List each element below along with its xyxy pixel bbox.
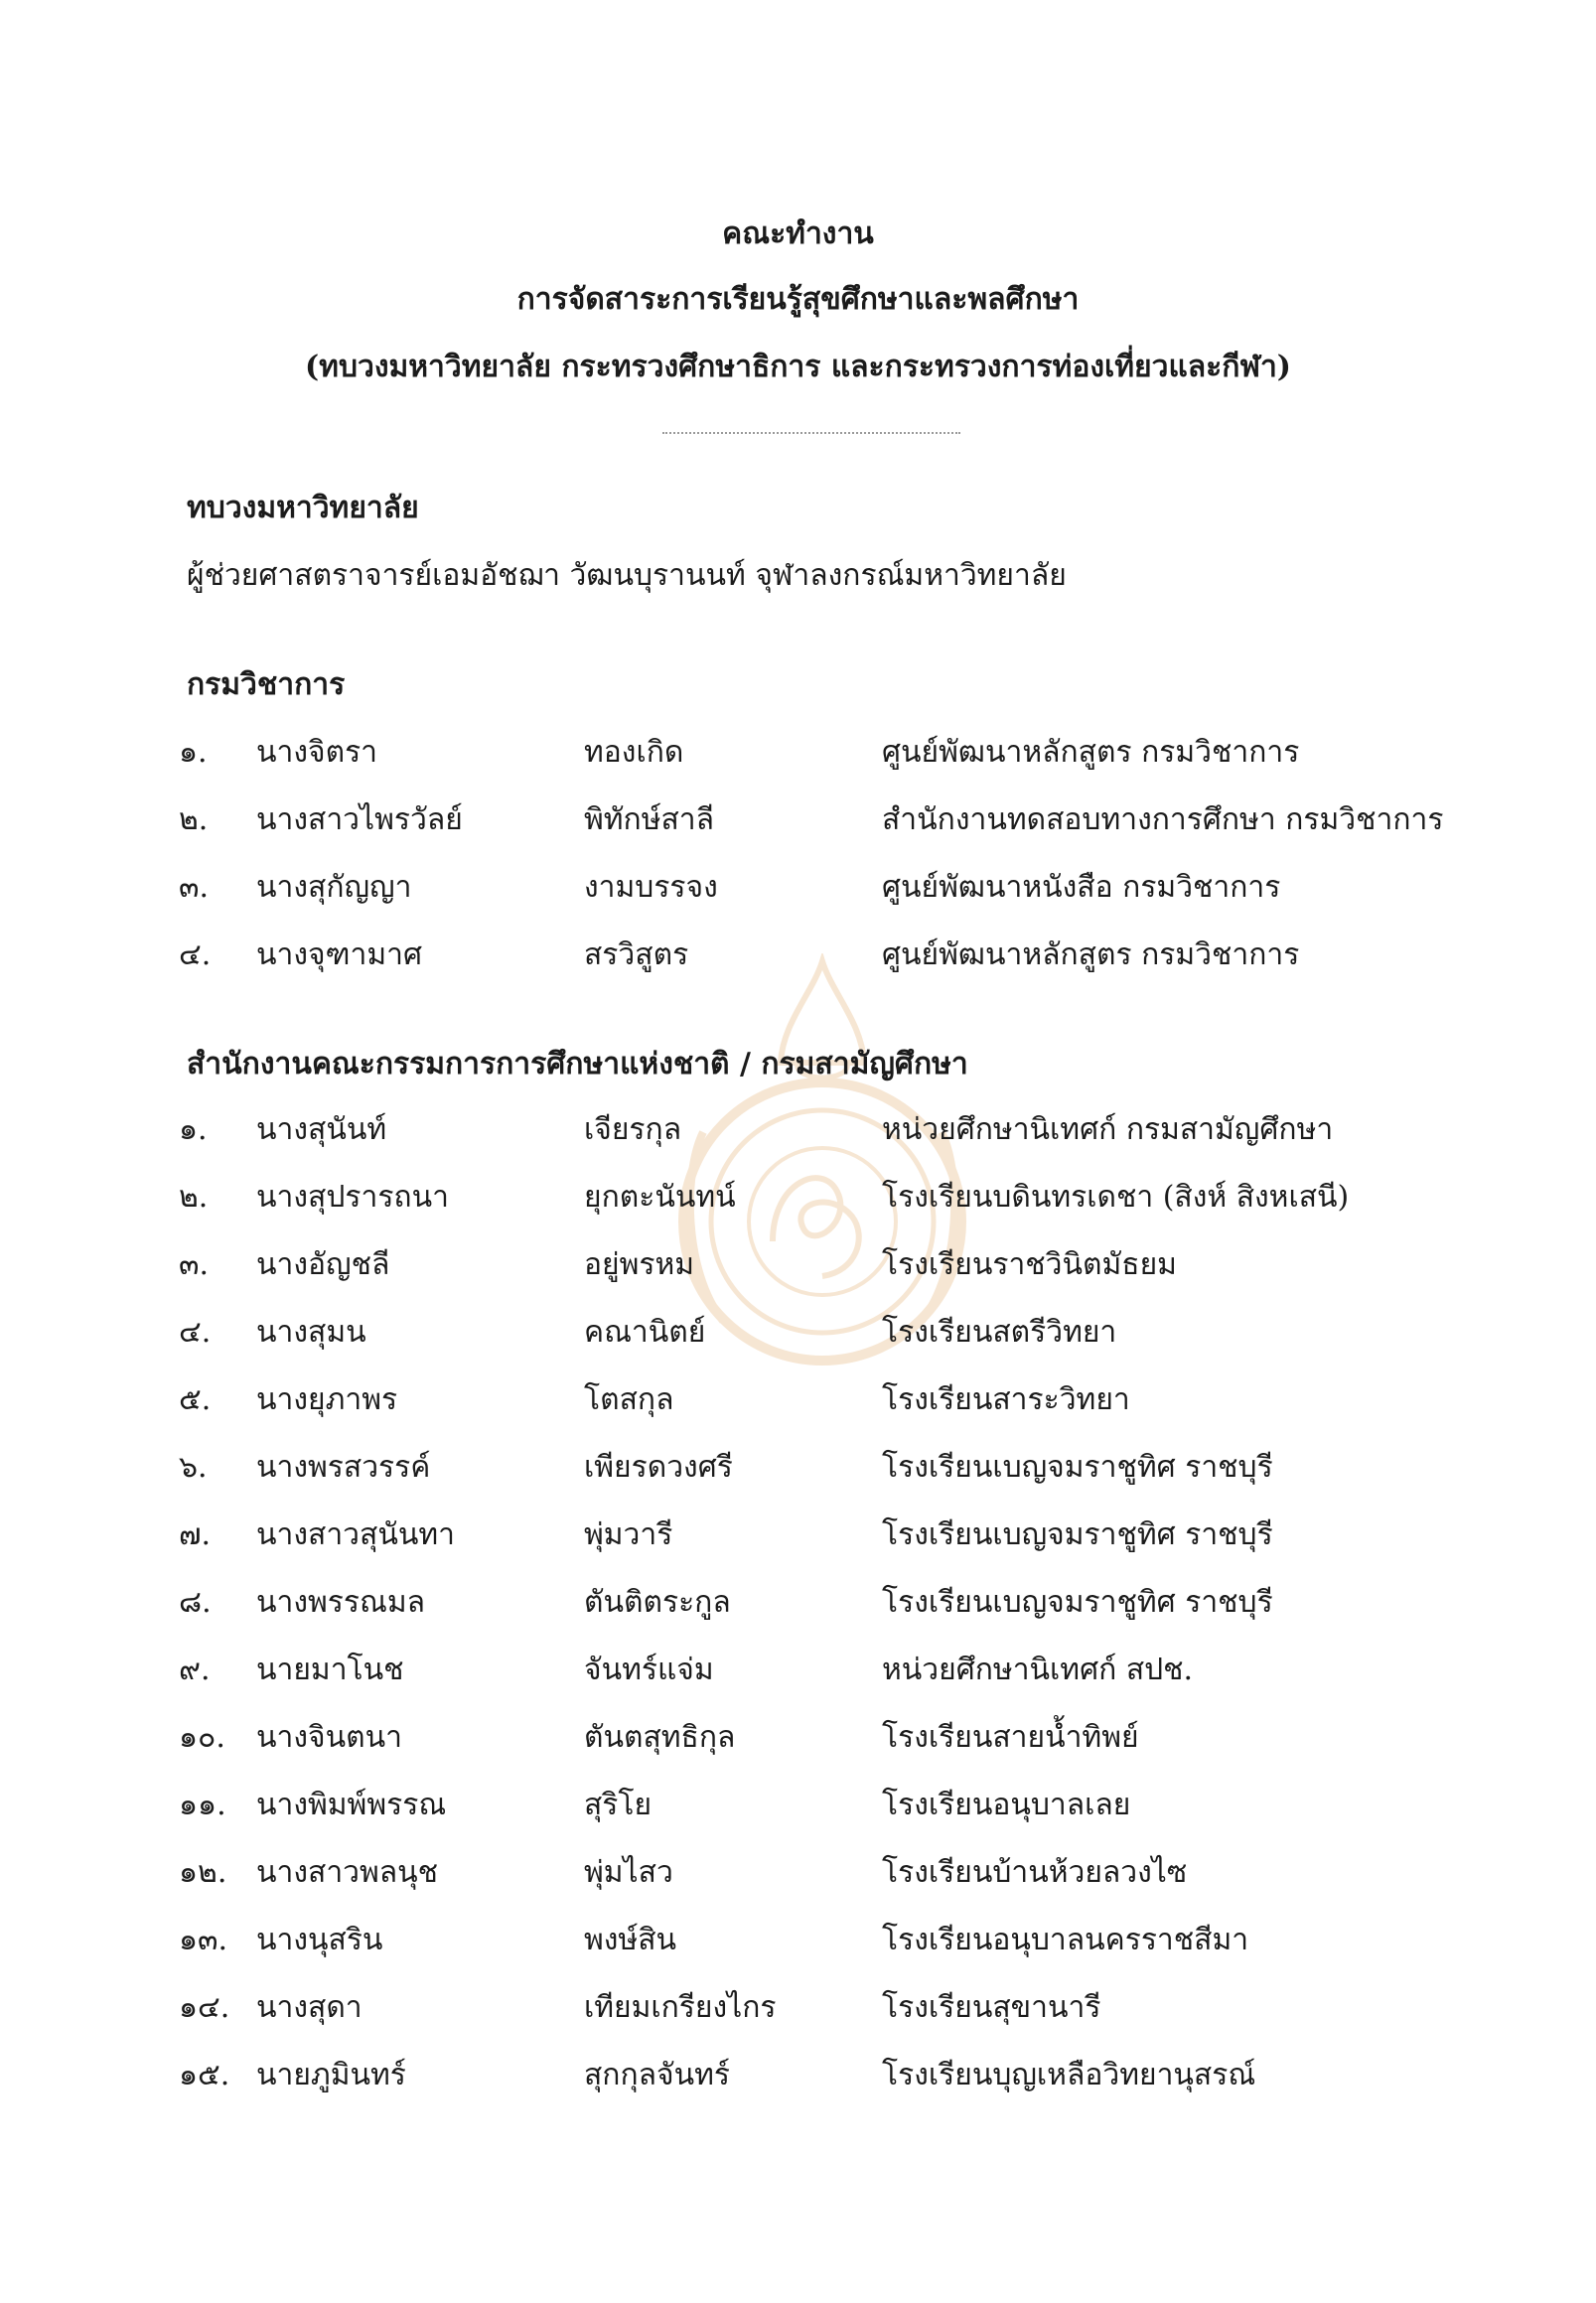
member-row	[0, 1849, 1596, 1901]
member-number: ๑๕.	[179, 2058, 230, 2092]
member-surname: สุกกุลจันทร์	[584, 2058, 730, 2092]
member-row	[0, 796, 1596, 848]
member-name: นางจินตนา	[256, 1720, 402, 1755]
member-surname: คณานิตย์	[584, 1315, 706, 1350]
member-surname: สุริโย	[584, 1788, 653, 1822]
member-name: นางสาวพลนุช	[256, 1855, 439, 1890]
member-organization: ศูนย์พัฒนาหนังสือ กรมวิชาการ	[882, 870, 1281, 905]
member-number: ๗.	[179, 1517, 212, 1552]
member-number: ๖.	[179, 1450, 208, 1485]
member-organization: ศูนย์พัฒนาหลักสูตร กรมวิชาการ	[882, 937, 1300, 972]
member-surname: ทองเกิด	[584, 735, 684, 770]
member-name: นางนุสริน	[256, 1923, 383, 1957]
member-number: ๑๔.	[179, 1990, 230, 2025]
member-surname: พุ่มไสว	[584, 1855, 673, 1890]
member-organization: โรงเรียนอนุบาลเลย	[882, 1788, 1131, 1822]
member-surname: พุ่มวารี	[584, 1517, 673, 1552]
member-name: นางสุดา	[256, 1990, 363, 2025]
member-name: นางสาวสุนันทา	[256, 1517, 455, 1552]
document-title: คณะทำงาน	[722, 216, 874, 251]
member-organization: หน่วยศึกษานิเทศก์ กรมสามัญศึกษา	[882, 1112, 1334, 1147]
member-name: นางสาวไพรวัลย์	[256, 802, 463, 837]
member-surname: เพียรดวงศรี	[584, 1450, 733, 1485]
member-number: ๕.	[179, 1382, 212, 1417]
member-number: ๑๐.	[179, 1720, 225, 1755]
member-number: ๑.	[179, 735, 208, 770]
member-organization: หน่วยศึกษานิเทศก์ สปช.	[882, 1653, 1194, 1687]
member-number: ๒.	[179, 802, 209, 837]
member-organization: โรงเรียนเบญจมราชูทิศ ราชบุรี	[882, 1585, 1273, 1620]
member-number: ๑.	[179, 1112, 208, 1147]
member-row	[0, 1241, 1596, 1293]
member-name: นางจุฑามาศ	[256, 937, 422, 972]
member-row	[0, 1174, 1596, 1225]
member-number: ๔.	[179, 1315, 212, 1350]
member-name: นางอัญชลี	[256, 1247, 390, 1282]
member-surname: สรวิสูตร	[584, 937, 689, 972]
member-row	[0, 1917, 1596, 1968]
member-number: ๒.	[179, 1180, 209, 1215]
member-name: นางยุภาพร	[256, 1382, 398, 1417]
member-row	[0, 1444, 1596, 1496]
member-surname: เทียมเกรียงไกร	[584, 1990, 777, 2025]
member-name: นางสุนันท์	[256, 1112, 387, 1147]
member-row	[0, 1714, 1596, 1766]
member-row	[0, 729, 1596, 781]
member-row	[0, 1782, 1596, 1833]
member-row	[0, 1511, 1596, 1563]
document-subtitle: การจัดสาระการเรียนรู้สุขศึกษาและพลศึกษา	[516, 282, 1080, 317]
member-surname: พงษ์สิน	[584, 1923, 677, 1957]
member-row	[0, 1647, 1596, 1698]
education-ministry-seal-watermark	[663, 953, 981, 1370]
member-row	[0, 1579, 1596, 1631]
member-row	[0, 2052, 1596, 2103]
member-organization: ศูนย์พัฒนาหลักสูตร กรมวิชาการ	[882, 735, 1300, 770]
member-name: นางพรสวรรค์	[256, 1450, 431, 1485]
member-name: นางจิตรา	[256, 735, 378, 770]
member-name: นางพรรณมล	[256, 1585, 425, 1620]
member-surname: อยู่พรหม	[584, 1247, 695, 1282]
member-organization: โรงเรียนสตรีวิทยา	[882, 1315, 1117, 1350]
member-row	[0, 864, 1596, 916]
member-surname: จันทร์แจ่ม	[584, 1653, 714, 1687]
member-organization: โรงเรียนสายน้ำทิพย์	[882, 1720, 1139, 1755]
member-number: ๘.	[179, 1585, 212, 1620]
member-row	[0, 1376, 1596, 1428]
member-name: นางพิมพ์พรรณ	[256, 1788, 447, 1822]
member-surname: งามบรรจง	[584, 870, 718, 905]
dotted-divider	[662, 432, 960, 434]
member-number: ๑๒.	[179, 1855, 227, 1890]
member-number: ๙.	[179, 1653, 211, 1687]
member-name: นางสุมน	[256, 1315, 366, 1350]
member-organization: โรงเรียนบ้านห้วยลวงไซ	[882, 1855, 1188, 1890]
university-member: ผู้ช่วยศาสตราจารย์เอมอัชฌา วัฒนบุรานนท์ จุฬาลงกรณ์มหาวิทยาลัย	[187, 558, 1067, 593]
member-organization: โรงเรียนบุญเหลือวิทยานุสรณ์	[882, 2058, 1256, 2092]
member-organization: โรงเรียนบดินทรเดชา (สิงห์ สิงหเสนี)	[882, 1180, 1350, 1215]
member-organization: สำนักงานทดสอบทางการศึกษา กรมวิชาการ	[882, 802, 1444, 837]
document-scope: (ทบวงมหาวิทยาลัย กระทรวงศึกษาธิการ และกระทรวงการท่องเที่ยวและกีฬา)	[304, 350, 1291, 384]
section-heading-academic: กรมวิชาการ	[187, 667, 346, 702]
member-surname: โตสกุล	[584, 1382, 674, 1417]
member-organization: โรงเรียนเบญจมราชูทิศ ราชบุรี	[882, 1450, 1273, 1485]
member-name: นายมาโนช	[256, 1653, 404, 1687]
member-row	[0, 1984, 1596, 2036]
member-number: ๓.	[179, 870, 210, 905]
member-number: ๔.	[179, 937, 212, 972]
member-surname: ตันตสุทธิกุล	[584, 1720, 736, 1755]
member-surname: พิทักษ์สาลี	[584, 802, 715, 837]
member-surname: ตันติตระกูล	[584, 1585, 731, 1620]
section-heading-basic-education: สำนักงานคณะกรรมการการศึกษาแห่งชาติ / กรมสามัญศึกษา	[187, 1047, 968, 1081]
member-organization: โรงเรียนสุขานารี	[882, 1990, 1101, 2025]
member-surname: ยุกตะนันทน์	[584, 1180, 736, 1215]
member-organization: โรงเรียนอนุบาลนครราชสีมา	[882, 1923, 1249, 1957]
member-organization: โรงเรียนสาระวิทยา	[882, 1382, 1130, 1417]
member-organization: โรงเรียนเบญจมราชูทิศ ราชบุรี	[882, 1517, 1273, 1552]
member-surname: เจียรกุล	[584, 1112, 682, 1147]
member-organization: โรงเรียนราชวินิตมัธยม	[882, 1247, 1177, 1282]
section-heading-university: ทบวงมหาวิทยาลัย	[187, 491, 419, 525]
member-number: ๓.	[179, 1247, 210, 1282]
member-name: นายภูมินทร์	[256, 2058, 406, 2092]
member-name: นางสุปรารถนา	[256, 1180, 449, 1215]
member-number: ๑๑.	[179, 1788, 226, 1822]
member-name: นางสุกัญญา	[256, 870, 412, 905]
member-row	[0, 1106, 1596, 1158]
member-number: ๑๓.	[179, 1923, 228, 1957]
member-row	[0, 1309, 1596, 1361]
